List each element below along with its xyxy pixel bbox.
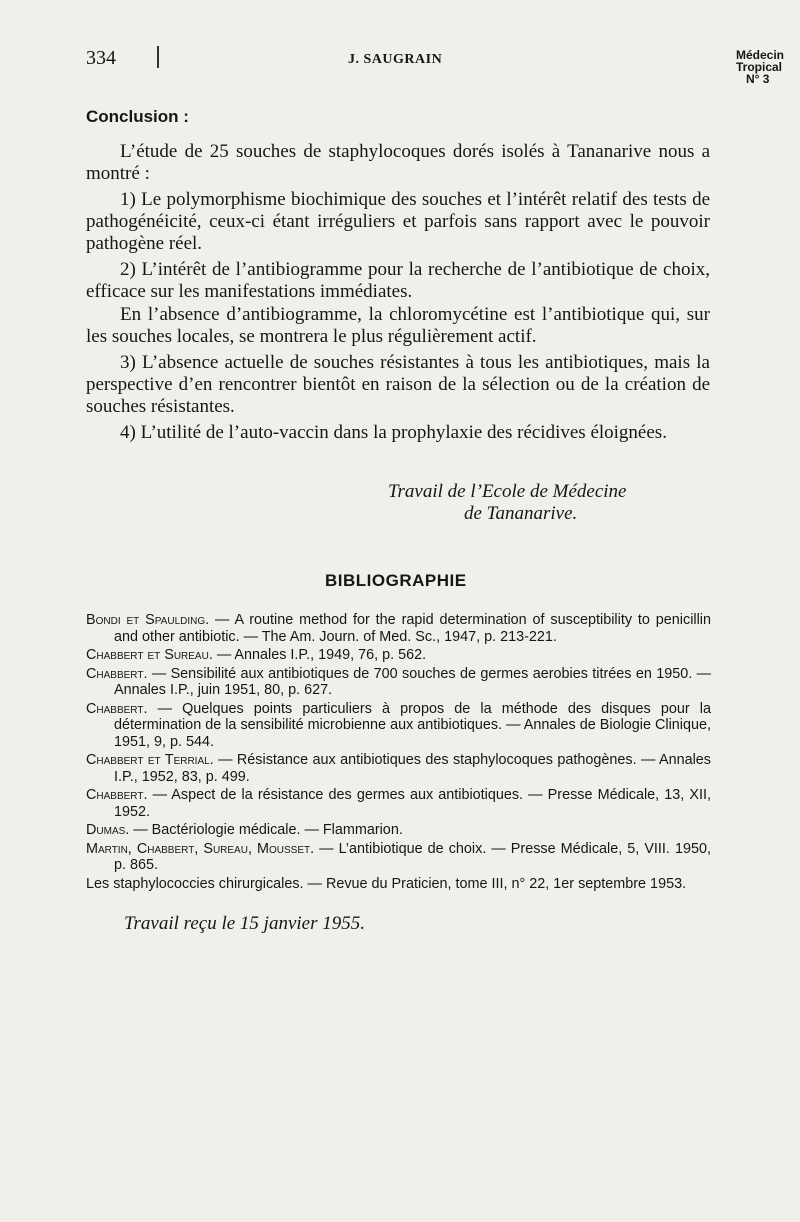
page-number: 334 bbox=[86, 47, 116, 69]
bibliography-entry: Bondi et Spaulding. — A routine method for the rapid determination of susceptibility to penicillin and other antibiotic. — The Am. Journ. of Med. Sc., 1947, p. 213-221. bbox=[86, 612, 711, 645]
institution-signature bbox=[388, 481, 626, 525]
journal-line: N° 3 bbox=[746, 72, 770, 85]
received-date: Travail reçu le 15 janvier 1955. bbox=[124, 913, 365, 934]
bibliography-entry: Chabbert et Terrial. — Résistance aux antibiotiques des staphylocoques pathogènes. — Annales I.P., 1952, 83, p. 499. bbox=[86, 752, 711, 785]
bibliography-entry: Chabbert. — Aspect de la résistance des germes aux antibiotiques. — Presse Médicale, 13, XII, 1952. bbox=[86, 787, 711, 820]
conclusion-point: 2) L’intérêt de l’antibiogramme pour la recherche de l’antibiotique de choix, efficace sur les manifestations immédiates. bbox=[86, 259, 710, 302]
conclusion-point: 1) Le polymorphisme biochimique des souches et l’intérêt relatif des tests de pathogénéicité, ceux-ci étant irréguliers et parfois sans rapport avec le pouvoir pathogène réel. bbox=[86, 189, 710, 254]
journal-line: Tropical bbox=[736, 60, 783, 74]
journal-line: Médecin bbox=[736, 49, 785, 62]
bibliography-entry: Chabbert et Sureau. — Annales I.P., 1949, 76, p. 562. bbox=[86, 647, 427, 663]
bibliography-list bbox=[86, 612, 711, 894]
conclusion-intro: L’étude de 25 souches de staphylocoques dorés isolés à Tananarive nous a montré : bbox=[86, 141, 710, 184]
bibliography-entry: Chabbert. — Quelques points particuliers à propos de la méthode des disques pour la détermination de la sensibilité microbienne aux antibiotiques. — Annales de Biologie Clinique, 1951, 9, p. 544. bbox=[86, 700, 711, 750]
conclusion-point: En l’absence d’antibiogramme, la chloromycétine est l’antibiotique qui, sur les souches locales, se montrera le plus régulièrement actif. bbox=[86, 304, 710, 347]
conclusion-point: 3) L’absence actuelle de souches résistantes à tous les antibiotiques, mais la perspective d’en rencontrer bientôt en raison de la sélection ou de la création de souches résistantes. bbox=[86, 352, 710, 417]
signature-line: Travail de l’Ecole de Médecine bbox=[388, 481, 627, 502]
bibliography-entry: Dumas. — Bactériologie médicale. — Flammarion. bbox=[86, 822, 403, 838]
bibliography-entry: Les staphylococcies chirurgicales. — Revue du Praticien, tome III, n° 22, 1er septembre 1953. bbox=[86, 875, 687, 892]
margin-rule bbox=[157, 46, 159, 68]
running-author: J. SAUGRAIN bbox=[348, 52, 443, 67]
conclusion-heading: Conclusion : bbox=[86, 107, 189, 126]
signature-line: de Tananarive. bbox=[464, 503, 578, 524]
conclusion-point: 4) L’utilité de l’auto-vaccin dans la prophylaxie des récidives éloignées. bbox=[120, 422, 667, 443]
bibliography-entry: Chabbert. — Sensibilité aux antibiotiques de 700 souches de germes aerobies titrées en 1950. — Annales I.P., juin 1951, 80, p. 627. bbox=[86, 665, 711, 698]
journal-label bbox=[736, 49, 800, 85]
bibliography-heading: BIBLIOGRAPHIE bbox=[325, 571, 467, 590]
bibliography-entry: Martin, Chabbert, Sureau, Mousset. — L’antibiotique de choix. — Presse Médicale, 5, VIII. 1950, p. 865. bbox=[86, 840, 711, 873]
